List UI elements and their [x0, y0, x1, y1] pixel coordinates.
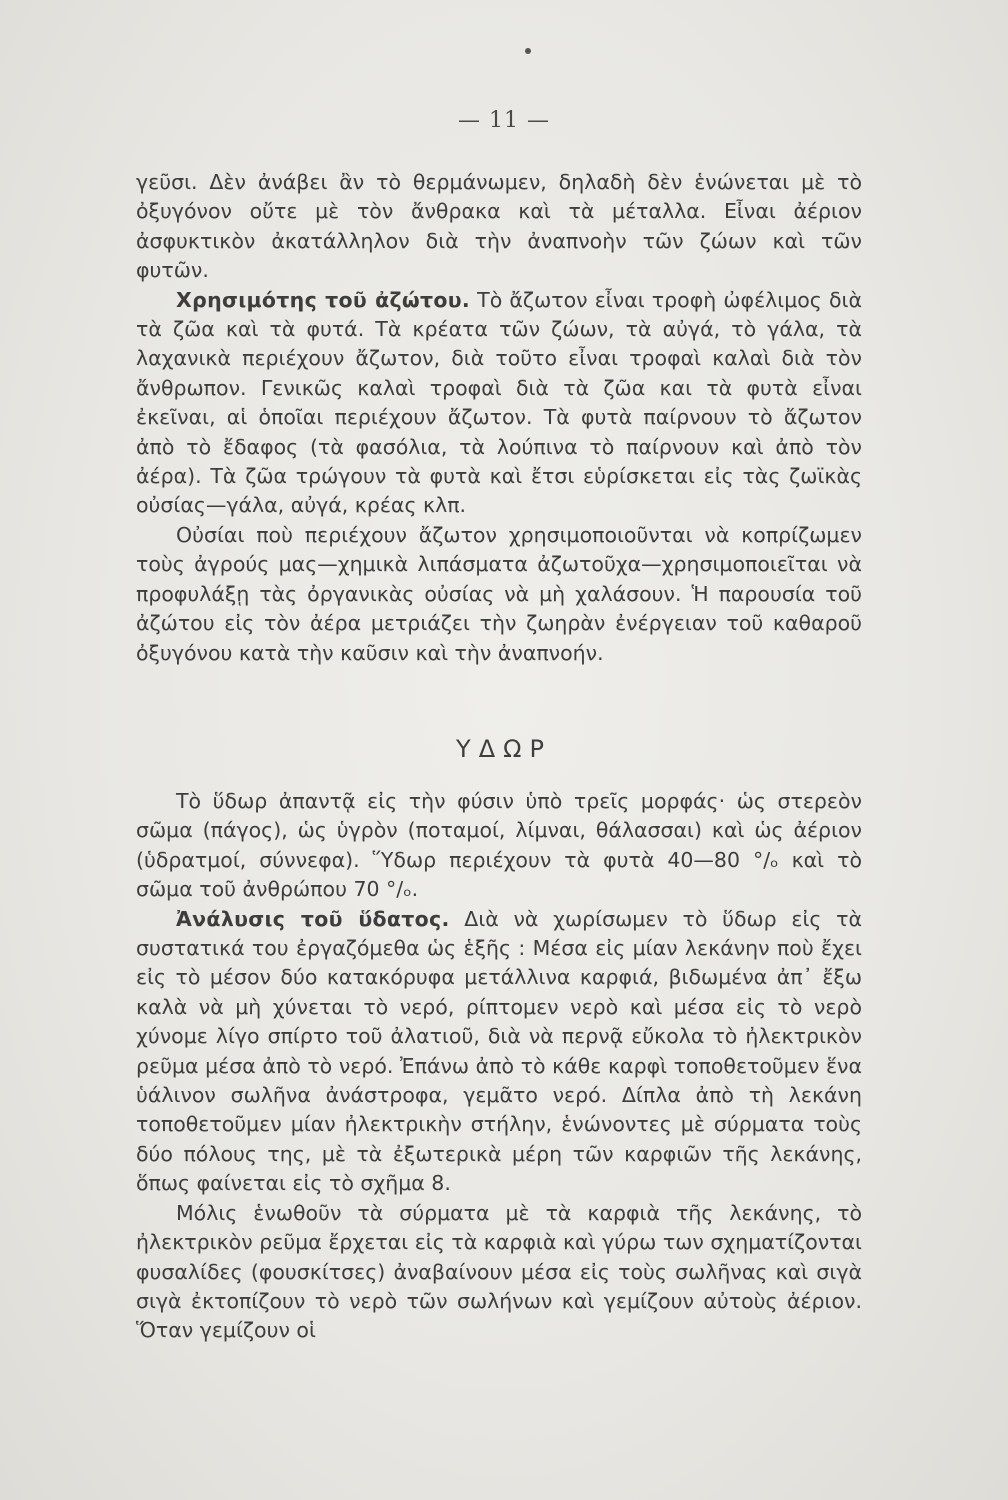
paragraph-nitrogen-usefulness-text: Τὸ ἄζωτον εἶναι τροφὴ ὠφέλιμος διὰ τὰ ζῶα καὶ τὰ φυτά. Τὰ κρέατα τῶν ζώων, τὰ αὐγά, τὸ γάλα, τὰ λαχανικὰ περιέχουν ἄζωτον, διὰ τοῦτο εἶναι τροφαὶ καλαὶ διὰ τὸν ἄνθρωπον. Γενικῶς καλαὶ τροφαὶ διὰ τὰ ζῶα και τὰ φυτὰ εἶναι ἐκεῖναι, αἱ ὁποῖαι περιέχουν ἄζωτον. Τὰ φυτὰ παίρνουν τὸ ἄζωτον ἀπὸ τὸ ἔδαφος (τὰ φασόλια, τὰ λούπινα τὸ παίρνουν καὶ ἀπὸ τὸν ἀέρα). Τὰ ζῶα τρώγουν τὰ φυτὰ καὶ ἔτσι εὑρίσκεται εἰς τὰς ζωϊκὰς οὐσίας—γάλα, αὐγά, κρέας κλπ.	[136, 287, 862, 518]
subheading-nitrogen-usefulness: Χρησιμότης τοῦ ἀζώτου.	[176, 287, 471, 312]
paragraph-nitrogen-fertilizers: Οὐσίαι ποὺ περιέχουν ἄζωτον χρησιμοποιοῦνται νὰ κοπρίζωμεν τοὺς ἀγρούς μας—χημικὰ λιπάσματα ἀζωτοῦχα—χρησιμοποιεῖται νὰ προφυλάξῃ τὰς ὀργανικὰς οὐσίας νὰ μὴ χαλάσουν. Ἡ παρουσία τοῦ ἀζώτου εἰς τὸν ἀέρα μετριάζει τὴν ζωηρὰν ἐνέργειαν τοῦ καθαροῦ ὀξυγόνου κατὰ τὴν καῦσιν καὶ τὴν ἀναπνοήν.	[136, 522, 862, 665]
paragraph-water-analysis-text: Διὰ νὰ χωρίσωμεν τὸ ὕδωρ εἰς τὰ συστατικά του ἐργαζόμεθα ὡς ἑξῆς : Μέσα εἰς μίαν λεκάνην ποὺ ἔχει εἰς τὸ μέσον δύο κατακόρυφα μετάλλινα καρφιά, βιδωμένα ἀπ᾽ ἔξω καλὰ νὰ μὴ χύνεται τὸ νερό, ρίπτομεν νερὸ καὶ μέσα εἰς τὸ νερὸ χύνομε λίγο σπίρτο τοῦ ἀλατιοῦ, διὰ νὰ περνᾷ εὔκολα τὸ ἠλεκτρικὸν ρεῦμα μέσα ἀπὸ τὸ νερό. Ἐπάνω ἀπὸ τὸ κάθε καρφὶ τοποθετοῦμεν ἕνα ὑάλινον σωλῆνα ἀνάστροφα, γεμᾶτο νερό. Δίπλα ἀπὸ τὴ λεκάνη τοποθετοῦμεν μίαν ἠλεκτρικὴν στήλην, ἑνώνοντες μὲ σύρματα τοὺς δύο πόλους της, μὲ τὰ ἐξωτερικὰ μέρη τῶν καρφιῶν τῆς λεκάνης, ὅπως φαίνεται εἰς τὸ σχῆμα 8.	[136, 906, 862, 1196]
nitrogen-section	[136, 168, 862, 668]
paragraph-electrolysis: Μόλις ἑνωθοῦν τὰ σύρματα μὲ τὰ καρφιὰ τῆς λεκάνης, τὸ ἠλεκτρικὸν ρεῦμα ἔρχεται εἰς τὰ καρφιὰ καὶ γύρω των σχηματίζονται φυσαλίδες (φουσκίτσες) ἀναβαίνουν μέσα εἰς τοὺς σωλῆνας καὶ σιγὰ σιγὰ ἐκτοπίζουν τὸ νερὸ τῶν σωλήνων καὶ γεμίζουν αὐτοὺς ἀέριον. Ὅταν γεμίζουν οἱ	[136, 1200, 862, 1343]
paragraph-water-analysis	[136, 905, 862, 1199]
section-heading-water: ΥΔΩΡ	[456, 735, 552, 763]
paragraph-nitrogen-usefulness	[136, 286, 862, 521]
ink-dot	[525, 48, 531, 54]
subheading-water-analysis: Ἀνάλυσις τοῦ ὕδατος.	[176, 906, 450, 931]
paragraph-nitrogen-properties: γεῦσι. Δὲν ἀνάβει ἂν τὸ θερμάνωμεν, δηλαδὴ δὲν ἑνώνεται μὲ τὸ ὀξυγόνον οὔτε μὲ τὸν ἄνθρακα καὶ τὰ μέταλλα. Εἶναι ἀέριον ἀσφυκτικὸν ἀκατάλληλον διὰ τὴν ἀναπνοὴν τῶν ζώων καὶ τῶν φυτῶν.	[136, 170, 862, 283]
water-section	[136, 787, 862, 1346]
paragraph-water-forms: Τὸ ὕδωρ ἀπαντᾷ εἰς τὴν φύσιν ὑπὸ τρεῖς μορφάς· ὡς στερεὸν σῶμα (πάγος), ὡς ὑγρὸν (ποταμοί, λίμναι, θάλασσαι) καὶ ὡς ἀέριον (ὑδρατμοί, σύννεφα). Ὕδωρ περιέχουν τὰ φυτὰ 40—80 °/ₒ καὶ τὸ σῶμα τοῦ ἀνθρώπου 70 °/ₒ.	[136, 789, 862, 902]
page-number: — 11 —	[458, 108, 550, 133]
